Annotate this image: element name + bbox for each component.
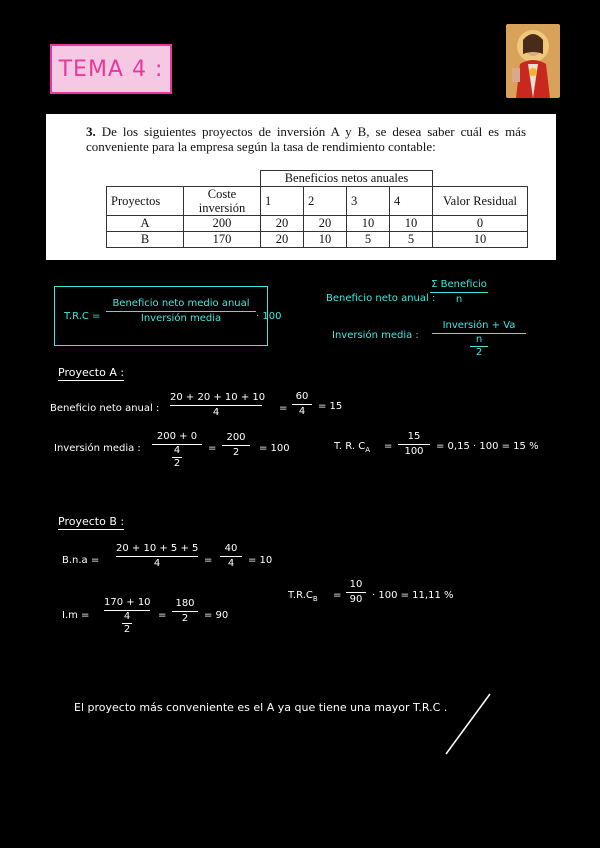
- table-cell: 20: [304, 216, 347, 232]
- table-cell: 10: [347, 216, 390, 232]
- table-header: Coste inversión: [184, 187, 261, 216]
- project-b-im-label: I.m =: [62, 610, 90, 621]
- bna-formula-numerator: Σ Beneficio: [431, 279, 487, 290]
- project-a-im-den: [152, 446, 202, 469]
- project-a-bna-num2: 60: [295, 391, 309, 402]
- table-header: Valor Residual: [433, 187, 528, 216]
- group-header: Beneficios netos anuales: [261, 171, 433, 187]
- project-b-bna-num: 20 + 10 + 5 + 5: [116, 543, 199, 554]
- project-a-im-label: Inversión media :: [54, 443, 141, 454]
- project-a-trc-num: 15: [407, 431, 421, 442]
- table-header: 2: [304, 187, 347, 216]
- project-a-im-den2: 2: [232, 447, 240, 458]
- project-a-bna-den2: 4: [298, 406, 306, 417]
- project-a-trc-label: [334, 441, 370, 454]
- project-a-trc-den: 100: [404, 446, 424, 457]
- project-b-trc-fraction: [346, 579, 366, 606]
- problem-statement: De los siguientes proyectos de inversión A y B, se desea saber cuál es más conveniente para la empresa según la tasa de rendimiento contable:: [86, 124, 527, 154]
- project-b-trc-den: 90: [349, 594, 363, 605]
- project-a-trc-sub: A: [365, 446, 371, 454]
- trc-label: T.R.C =: [64, 311, 101, 322]
- project-b-bna-den2: 4: [227, 558, 235, 569]
- investment-table: [106, 170, 528, 248]
- project-a-eq1: =: [279, 403, 288, 414]
- project-a-im-den-den: 2: [173, 458, 181, 469]
- project-b-bna-fraction: [116, 543, 198, 570]
- project-b-im-fraction2: [172, 598, 198, 625]
- table-cell: 5: [347, 232, 390, 248]
- project-b-eq3: =: [333, 590, 342, 601]
- project-b-heading: Proyecto B :: [58, 515, 125, 528]
- trc-multiplier: · 100: [256, 311, 282, 322]
- project-b-trc-result: · 100 = 11,11 %: [372, 590, 454, 601]
- page-title: TEMA 4 :: [50, 44, 172, 94]
- project-a-trc-text: T. R. C: [334, 441, 366, 452]
- table-header: 4: [390, 187, 433, 216]
- project-b-eq1: =: [204, 555, 213, 566]
- project-b-im-den2: 2: [181, 613, 189, 624]
- im-formula-denominator: [432, 335, 526, 358]
- table-header: 1: [261, 187, 304, 216]
- project-a-bna-num: 20 + 20 + 10 + 10: [170, 392, 266, 403]
- project-a-heading: Proyecto A :: [58, 366, 125, 379]
- table-cell: 20: [261, 232, 304, 248]
- project-b-bna-fraction2: [220, 543, 242, 570]
- project-a-bna-label: Beneficio neto anual :: [50, 403, 160, 414]
- project-b-bna-result: = 10: [248, 555, 273, 566]
- problem-number: 3.: [86, 124, 96, 139]
- table-cell: 5: [390, 232, 433, 248]
- project-a-bna-den: 4: [212, 407, 220, 418]
- table-cell: 10: [304, 232, 347, 248]
- project-a-bna-fraction2: [292, 391, 312, 418]
- project-b-trc-num: 10: [349, 579, 363, 590]
- project-b-bna-den: 4: [153, 558, 161, 569]
- trc-fraction: [106, 298, 256, 325]
- im-formula-den-den: 2: [475, 347, 483, 358]
- table-cell: 0: [433, 216, 528, 232]
- project-b-trc-label: [288, 590, 318, 603]
- project-b-eq2: =: [158, 610, 167, 621]
- table-cell: 10: [390, 216, 433, 232]
- check-mark-icon: [444, 692, 494, 756]
- trc-numerator: Beneficio neto medio anual: [112, 298, 250, 309]
- project-b-im-den-num: 4: [123, 611, 131, 622]
- table-cell: 20: [261, 216, 304, 232]
- project-a-im-num: 200 + 0: [156, 431, 198, 442]
- project-b-im-den: [104, 612, 150, 635]
- project-b-bna-label: B.n.a =: [62, 555, 100, 566]
- project-a-im-den-num: 4: [173, 445, 181, 456]
- problem-statement-card: [46, 114, 556, 260]
- project-a-trc-fraction: [398, 431, 430, 458]
- project-a-eq3: =: [384, 441, 393, 452]
- table-row: [107, 216, 528, 232]
- conclusion-text: El proyecto más conveniente es el A ya que tiene una mayor T.R.C .: [74, 701, 448, 714]
- project-b-im-num: 170 + 10: [104, 597, 151, 608]
- table-header: Proyectos: [107, 187, 184, 216]
- project-a-trc-result: = 0,15 · 100 = 15 %: [436, 441, 539, 452]
- table-cell: 170: [184, 232, 261, 248]
- table-cell: B: [107, 232, 184, 248]
- project-b-bna-num2: 40: [224, 543, 238, 554]
- project-b-im-den-den: 2: [123, 624, 131, 635]
- bna-formula-label: Beneficio neto anual :: [326, 293, 436, 304]
- table-row: [107, 187, 528, 216]
- project-b-im-num2: 180: [175, 598, 195, 609]
- project-a-im-fraction2: [222, 432, 250, 459]
- im-formula-label: Inversión media :: [332, 330, 419, 341]
- project-a-im-fraction: [152, 431, 202, 469]
- table-row: [107, 171, 528, 187]
- project-a-im-result: = 100: [259, 443, 290, 454]
- problem-text: [86, 124, 526, 154]
- project-a-eq2: =: [208, 443, 217, 454]
- table-header: 3: [347, 187, 390, 216]
- im-formula-den-num: n: [475, 334, 483, 345]
- im-formula-numerator: Inversión + Va: [442, 320, 516, 331]
- sacred-heart-image: [506, 24, 560, 98]
- table-cell: A: [107, 216, 184, 232]
- bna-formula-denominator: n: [455, 294, 463, 305]
- project-b-trc-sub: B: [312, 595, 318, 603]
- table-cell: 200: [184, 216, 261, 232]
- project-b-im-fraction: [104, 597, 150, 635]
- project-a-bna-fraction: [170, 392, 266, 419]
- trc-denominator: Inversión media: [140, 313, 222, 324]
- im-formula-fraction: [432, 320, 526, 358]
- project-a-bna-result: = 15: [318, 401, 343, 412]
- table-cell: 10: [433, 232, 528, 248]
- project-b-im-result: = 90: [204, 610, 229, 621]
- project-a-im-num2: 200: [226, 432, 246, 443]
- table-row: [107, 232, 528, 248]
- bna-formula-fraction: [430, 279, 488, 306]
- project-b-trc-text: T.R.C: [288, 590, 313, 601]
